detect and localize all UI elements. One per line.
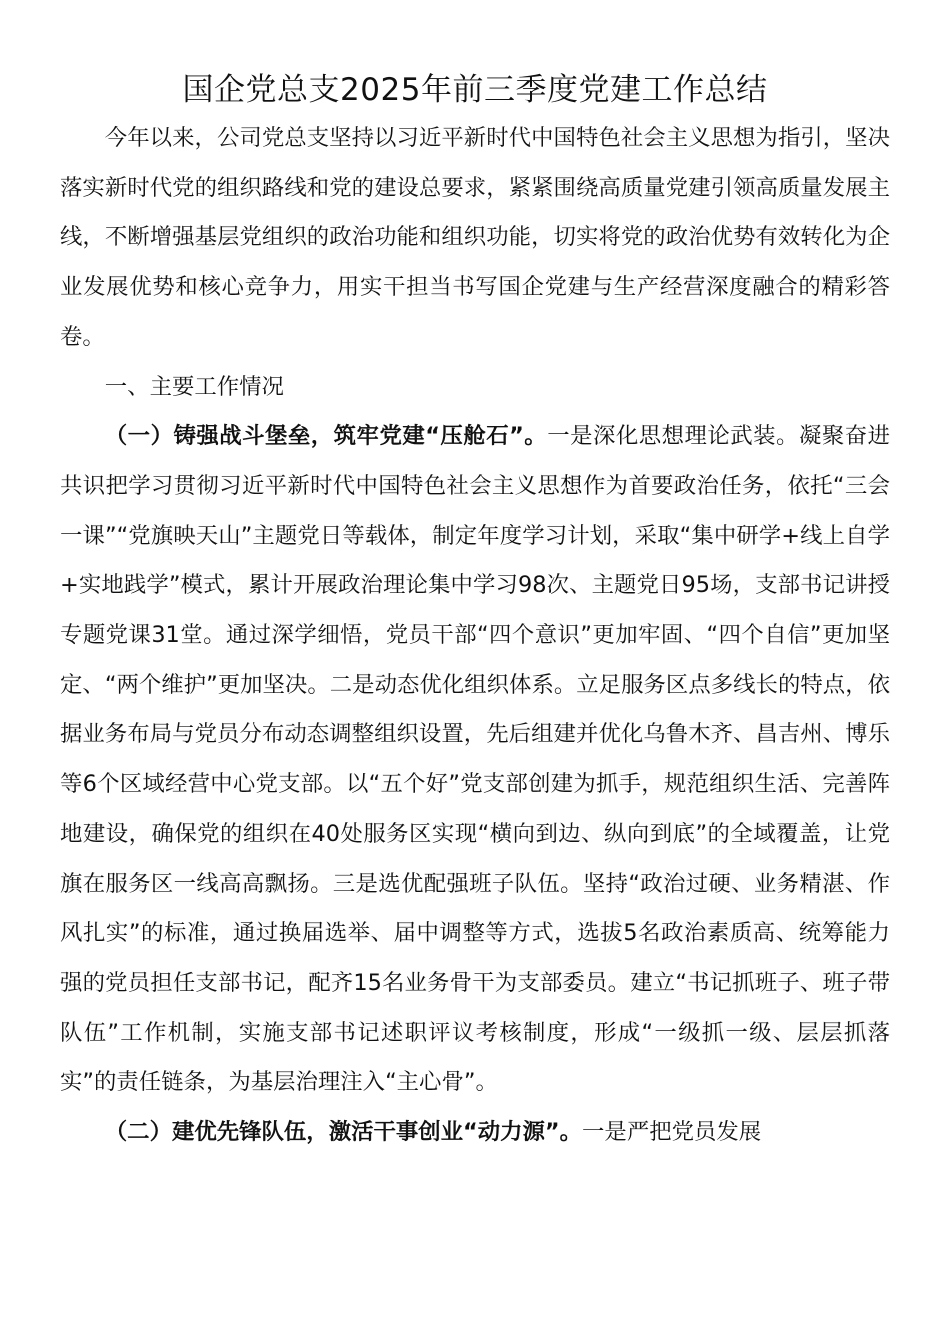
document-body (60, 114, 890, 1158)
section-one-heading: 一、主要工作情况 (104, 373, 284, 400)
item-one-paragraph (60, 412, 890, 1108)
item-two-paragraph (60, 1108, 890, 1158)
item-two-lead: （二）建优先锋队伍，激活干事创业“动力源”。 (104, 1119, 583, 1146)
document-title: 国企党总支2025年前三季度党建工作总结 (182, 72, 768, 108)
item-two-text: 一是严把党员发展 (582, 1119, 762, 1146)
intro-paragraph: 今年以来，公司党总支坚持以习近平新时代中国特色社会主义思想为指引，坚决落实新时代党的组织路线和党的建设总要求，紧紧围绕高质量党建引领高质量发展主线，不断增强基层党组织的政治功能和组织功能，切实将党的政治优势有效转化为企业发展优势和核心竞争力，用实干担当书写国企党建与生产经营深度融合的精彩答卷。 (60, 125, 890, 350)
item-one-lead: （一）铸强战斗堡垒，筑牢党建“压舱石”。 (104, 423, 548, 450)
item-one-text: 一是深化思想理论武装。凝聚奋进共识把学习贯彻习近平新时代中国特色社会主义思想作为首要政治任务，依托“三会一课”“党旗映天山”主题党日等载体，制定年度学习计划，采取“集中研学+线上自学+实地践学”模式，累计开展政治理论集中学习98次、主题党日95场，支部书记讲授专题党课31堂。通过深学细悟，党员干部“四个意识”更加牢固、“四个自信”更加坚定、“两个维护”更加坚决。二是动态优化组织体系。立足服务区点多线长的特点，依据业务布局与党员分布动态调整组织设置，先后组建并优化乌鲁木齐、昌吉州、博乐等6个区域经营中心党支部。以“五个好”党支部创建为抓手，规范组织生活、完善阵地建设，确保党的组织在40处服务区实现“横向到边、纵向到底”的全域覆盖，让党旗在服务区一线高高飘扬。三是选优配强班子队伍。坚持“政治过硬、业务精湛、作风扎实”的标准，通过换届选举、届中调整等方式，选拔5名政治素质高、统筹能力强的党员担任支部书记，配齐15名业务骨干为支部委员。建立“书记抓班子、班子带队伍”工作机制，实施支部书记述职评议考核制度，形成“一级抓一级、层层抓落实”的责任链条，为基层治理注入“主心骨”。 (60, 423, 890, 1096)
